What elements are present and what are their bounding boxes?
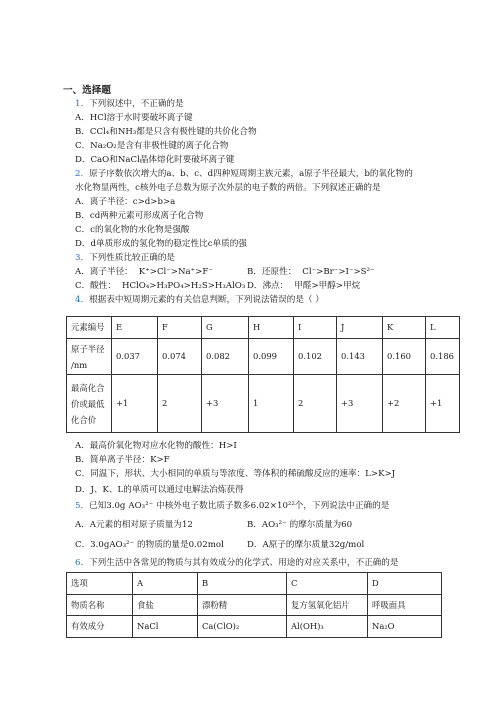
- question-5-stem: [75, 502, 389, 511]
- q5-option-b: [247, 521, 352, 530]
- option-text: 的摩尔质量为60: [289, 520, 353, 530]
- table-cell: 2: [158, 375, 202, 433]
- table-cell: 呼吸面具: [368, 595, 442, 616]
- option-label: B．还原性：: [247, 267, 297, 277]
- q5-option-c: [75, 541, 224, 550]
- table-cell: H: [249, 317, 294, 339]
- q2-option-c: C．c的氧化物的水化物是强酸: [75, 225, 190, 235]
- table-cell: 0.099: [249, 339, 294, 375]
- table-cell: E: [112, 317, 158, 339]
- q4-option-d: D．J、K、L的单质可以通过电解法冶炼获得: [75, 485, 244, 495]
- row-label-line: /nm: [71, 359, 88, 370]
- option-label: A．离子半径：: [75, 267, 133, 277]
- option-label: C．酸性：: [75, 281, 116, 291]
- question-2-stem-continued: 水化物显两性，c核外电子总数为原子次外层的电子数的两倍。下列叙述正确的是: [75, 183, 381, 193]
- table-cell: 0.074: [158, 339, 202, 375]
- table-cell: 0.082: [202, 339, 249, 375]
- table-cell: Al(OH)₃: [287, 616, 368, 638]
- option-label: C．3.0g: [75, 540, 110, 550]
- ion-formula: AO₃²⁻: [261, 520, 287, 530]
- q1-option-a: A．HCl溶于水时要破坏离子键: [75, 113, 193, 123]
- table-cell: 食盐: [133, 595, 198, 616]
- q5-option-d: D．A原子的摩尔质量32g/mol: [247, 540, 365, 550]
- table-cell: 0.143: [337, 339, 383, 375]
- question-number: 5．: [75, 501, 90, 511]
- option-label: D．沸点：: [247, 281, 289, 291]
- question-text: 根据表中短周期元素的有关信息判断，下列说法错误的是（ ）: [89, 295, 324, 305]
- table-row: [67, 616, 442, 638]
- question-6-stem: [75, 559, 398, 568]
- question-text: 已知3.0g: [89, 501, 126, 511]
- question-number: 3．: [75, 253, 90, 263]
- question-3-stem: [75, 254, 175, 263]
- table-header-row: [67, 317, 460, 339]
- table-cell: 有效成分: [67, 616, 133, 638]
- option-value: HClO₄>H₃PO₄>H₂S>H₃AlO₃: [121, 281, 246, 291]
- q2-option-d: D．d单质形成的氢化物的稳定性比c单质的强: [75, 239, 247, 249]
- question-4-stem: [75, 296, 324, 305]
- table-cell: +3: [337, 375, 383, 433]
- q2-option-b: B．cd两种元素可形成离子化合物: [75, 211, 204, 221]
- question-2-stem: [75, 170, 413, 179]
- table-cell: B: [198, 573, 287, 595]
- row-label-line: 最高化合: [71, 382, 105, 393]
- option-value: Cl⁻>Br⁻>I⁻>S²⁻: [302, 267, 375, 277]
- substance-table: [66, 572, 442, 638]
- question-text: 下列生活中各常见的物质与其有效成分的化学式、用途的对应关系中，不正确的是: [89, 558, 399, 568]
- table-cell: 元素编号: [67, 317, 112, 339]
- q5-option-a: A．A元素的相对原子质量为12: [75, 520, 193, 530]
- table-cell: I: [294, 317, 337, 339]
- option-text: 的物质的量是0.02mol: [137, 540, 224, 550]
- table-header-row: [67, 573, 442, 595]
- table-cell: 0.186: [426, 339, 460, 375]
- table-row: [67, 595, 442, 616]
- question-text: 原子序数依次增大的a、b、c、d四种短周期主族元素，a原子半径最大，b的氧化物的: [89, 169, 413, 179]
- table-cell: 漂粉精: [198, 595, 287, 616]
- table-cell: 0.102: [294, 339, 337, 375]
- table-cell: G: [202, 317, 249, 339]
- table-cell: Ca(ClO)₂: [198, 616, 287, 638]
- option-value: K⁺>Cl⁻>Na⁺>F⁻: [138, 267, 213, 277]
- table-cell: A: [133, 573, 198, 595]
- table-cell: F: [158, 317, 202, 339]
- ion-formula: AO₃²⁻: [128, 501, 154, 511]
- table-cell: +2: [383, 375, 426, 433]
- table-cell: 1: [249, 375, 294, 433]
- row-label-line: 化合价: [71, 414, 97, 425]
- question-number: 1．: [75, 99, 90, 109]
- option-value: 甲醛>甲醇>甲烷: [294, 281, 361, 291]
- q3-option-d: [247, 282, 360, 291]
- table-cell: L: [426, 317, 460, 339]
- q4-option-b: B．简单离子半径：K>F: [75, 455, 170, 465]
- q2-option-a: A．离子半径：c>d>b>a: [75, 197, 176, 207]
- ion-formula: AO₃²⁻: [109, 540, 135, 550]
- table-cell: 复方氢氧化铝片: [287, 595, 368, 616]
- question-text: 中核外电子数比质子数多6.02×10²²个，下列说法中正确的是: [156, 501, 390, 511]
- q3-option-a: [75, 268, 213, 277]
- table-cell: +1: [426, 375, 460, 433]
- row-label-cell: [67, 375, 112, 433]
- option-value: L>K>J: [365, 469, 396, 479]
- question-number: 4．: [75, 295, 90, 305]
- table-row-radius: [67, 339, 460, 375]
- q1-option-c: C．Na₂O₂是含有非极性键的离子化合物: [75, 141, 229, 151]
- row-label-cell: [67, 339, 112, 375]
- section-title: 一、选择题: [63, 85, 111, 96]
- question-text: 下列性质比较正确的是: [89, 253, 176, 263]
- option-text: C．同温下，形状、大小相同的单质与等浓度、等体积的稀硫酸反应的速率：: [75, 469, 366, 479]
- table-cell: +3: [202, 375, 249, 433]
- row-label-line: 原子半径: [71, 343, 105, 354]
- element-info-table: [66, 316, 460, 433]
- table-cell: J: [337, 317, 383, 339]
- q1-option-d: D．CaO和NaCl晶体熔化时要破坏离子键: [75, 155, 235, 165]
- q4-option-c: [75, 470, 395, 479]
- table-row-valence: [67, 375, 460, 433]
- row-label-line: 价或最低: [71, 398, 105, 409]
- question-number: 6．: [75, 558, 90, 568]
- q1-option-b: B．CCl₄和NH₃都是只含有极性键的共价化合物: [75, 127, 257, 137]
- table-cell: C: [287, 573, 368, 595]
- table-cell: NaCl: [133, 616, 198, 638]
- question-text: 下列叙述中，不正确的是: [89, 99, 184, 109]
- q4-option-a: A．最高价氧化物对应水化物的酸性：H>I: [75, 441, 237, 451]
- q3-option-b: [247, 268, 375, 277]
- table-cell: +1: [112, 375, 158, 433]
- table-cell: Na₂O: [368, 616, 442, 638]
- table-cell: 物质名称: [67, 595, 133, 616]
- table-cell: D: [368, 573, 442, 595]
- table-cell: 0.160: [383, 339, 426, 375]
- table-cell: 选项: [67, 573, 133, 595]
- question-number: 2．: [75, 169, 90, 179]
- table-cell: K: [383, 317, 426, 339]
- question-1-stem: [75, 100, 184, 109]
- table-cell: 2: [294, 375, 337, 433]
- q3-option-c: [75, 282, 245, 291]
- table-cell: 0.037: [112, 339, 158, 375]
- option-label: B．: [247, 520, 262, 530]
